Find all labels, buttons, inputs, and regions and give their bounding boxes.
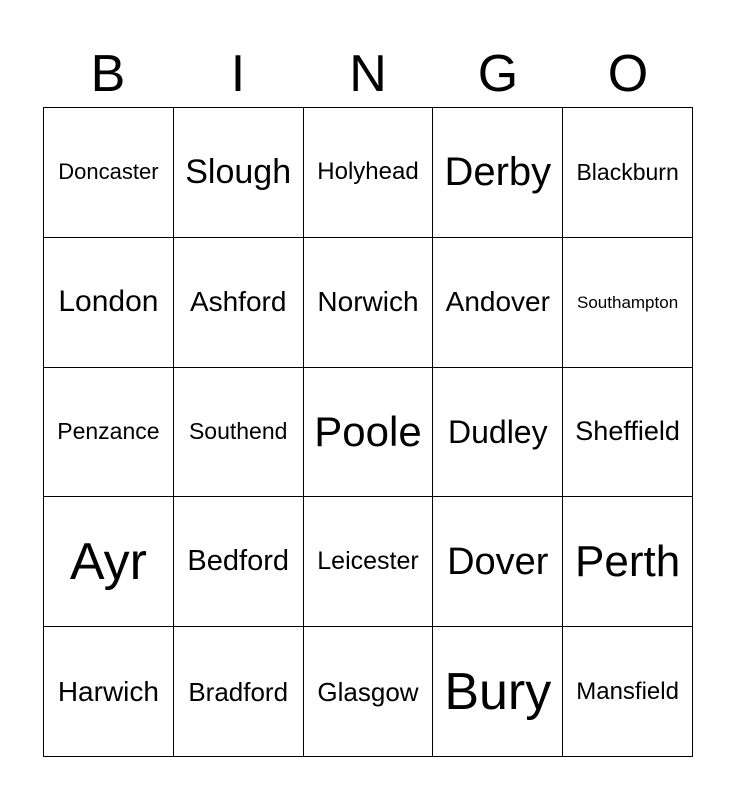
bingo-cell-label: Sheffield [575, 416, 680, 447]
bingo-header [43, 40, 693, 108]
bingo-cell[interactable] [563, 627, 693, 757]
bingo-cell-label: Holyhead [317, 158, 419, 186]
bingo-cell-label: Poole [314, 407, 422, 455]
bingo-cell[interactable] [174, 238, 304, 368]
bingo-cell[interactable] [563, 497, 693, 627]
bingo-cell[interactable] [304, 108, 434, 238]
bingo-cell-label: Ayr [69, 532, 147, 591]
bingo-cell[interactable] [44, 368, 174, 498]
bingo-cell[interactable] [304, 238, 434, 368]
bingo-cell-label: Southend [188, 418, 288, 445]
bingo-cell-label: Andover [445, 286, 550, 318]
bingo-cell[interactable] [304, 627, 434, 757]
bingo-cell[interactable] [174, 627, 304, 757]
bingo-cell[interactable] [433, 627, 563, 757]
bingo-cell-label: Penzance [57, 418, 160, 445]
bingo-cell-label: Ashford [189, 286, 287, 318]
bingo-cell-label: Southampton [577, 292, 679, 312]
bingo-cell[interactable] [174, 108, 304, 238]
header-letter-o: O [607, 45, 649, 103]
bingo-cell-label: Mansfield [576, 677, 679, 705]
bingo-cell-label: Leicester [317, 547, 419, 576]
bingo-cell[interactable] [563, 238, 693, 368]
bingo-cell-label: Dover [447, 540, 549, 583]
bingo-cell[interactable] [44, 238, 174, 368]
bingo-cell[interactable] [174, 368, 304, 498]
bingo-cell-label: Bury [444, 662, 552, 721]
bingo-cell[interactable] [44, 108, 174, 238]
bingo-cell[interactable] [304, 497, 434, 627]
header-letter-g: G [477, 45, 519, 103]
header-letter-b: B [90, 45, 126, 103]
bingo-cell-label: Harwich [57, 675, 159, 707]
bingo-cell-label: Perth [575, 536, 681, 586]
bingo-cell-label: Dudley [447, 413, 548, 450]
bingo-cell-label: Bedford [187, 545, 289, 578]
bingo-cell-label: Doncaster [58, 159, 159, 185]
bingo-cell[interactable] [44, 497, 174, 627]
bingo-card-grid [43, 107, 693, 757]
bingo-cell[interactable] [44, 627, 174, 757]
bingo-cell-label: Norwich [317, 286, 419, 318]
bingo-cell[interactable] [433, 238, 563, 368]
bingo-cell-label: Glasgow [317, 676, 419, 707]
bingo-cell[interactable] [433, 368, 563, 498]
bingo-cell[interactable] [304, 368, 434, 498]
bingo-cell[interactable] [433, 108, 563, 238]
bingo-cell-label: Blackburn [576, 158, 679, 185]
bingo-cell[interactable] [563, 368, 693, 498]
header-letter-n: N [349, 45, 387, 103]
bingo-cell-label: Slough [185, 153, 292, 192]
bingo-cell[interactable] [174, 497, 304, 627]
bingo-cell-label: Derby [444, 150, 552, 195]
bingo-cell-label: London [58, 285, 159, 319]
header-letter-i: I [230, 45, 246, 103]
bingo-cell[interactable] [433, 497, 563, 627]
bingo-cell[interactable] [563, 108, 693, 238]
bingo-cell-label: Bradford [188, 676, 289, 707]
